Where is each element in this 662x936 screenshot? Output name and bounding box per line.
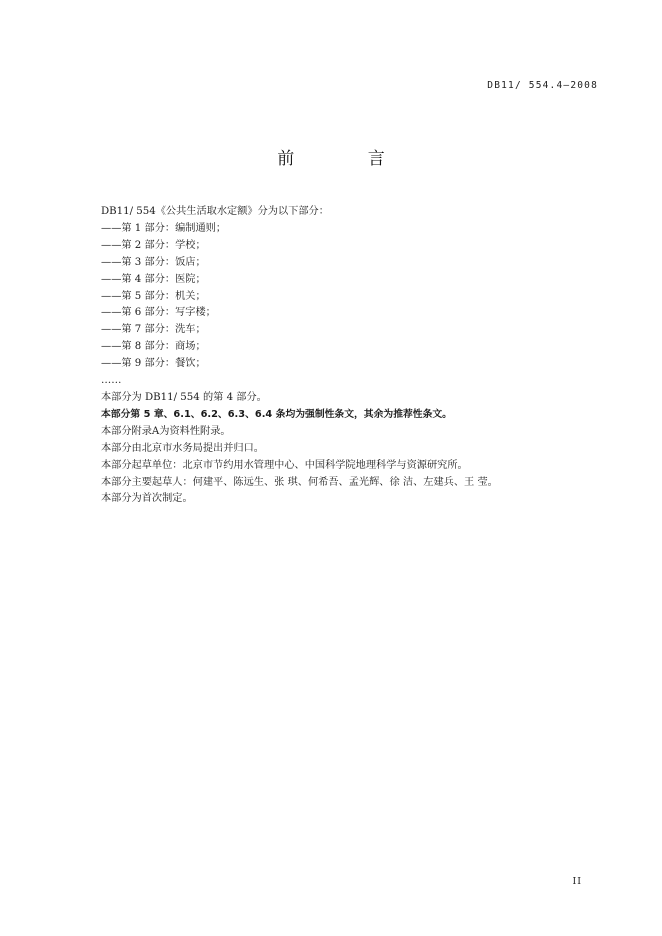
appendix-statement: 本部分附录A为资料性附录。 xyxy=(101,425,231,437)
part-item: ——第 5 部分：机关； xyxy=(101,290,206,302)
part-item: ——第 4 部分：医院； xyxy=(101,273,206,285)
part-item: ——第 2 部分：学校； xyxy=(101,239,206,251)
page-number: II xyxy=(572,876,582,887)
ellipsis: …… xyxy=(101,375,122,387)
part-item: ——第 7 部分：洗车； xyxy=(101,324,206,336)
page-title: 前 言 xyxy=(277,149,419,169)
part-item: ——第 6 部分：写字楼； xyxy=(101,307,216,319)
part-item: ——第 1 部分：编制通则； xyxy=(101,222,227,234)
foreword-body xyxy=(101,204,601,508)
drafting-units: 本部分起草单位：北京市节约用水管理中心、中国科学院地理科学与资源研究所。 xyxy=(101,459,468,471)
part-statement: 本部分为 DB11/ 554 的第 4 部分。 xyxy=(101,391,267,403)
part-item: ——第 3 部分：饭店； xyxy=(101,256,206,268)
part-item: ——第 8 部分：商场； xyxy=(101,341,206,353)
part-item: ——第 9 部分：餐饮； xyxy=(101,358,206,370)
standard-code: DB11/ 554.4—2008 xyxy=(487,80,598,91)
intro-line: DB11/ 554《公共生活取水定额》分为以下部分： xyxy=(101,206,329,217)
mandatory-clause-statement: 本部分第 5 章、6.1、6.2、6.3、6.4 条均为强制性条文，其余为推荐性条文。 xyxy=(101,408,452,420)
proposer-statement: 本部分由北京市水务局提出并归口。 xyxy=(101,442,264,454)
drafters: 本部分主要起草人：何建平、陈远生、张 琪、何希吾、孟光辉、徐 洁、左建兵、王 莹。 xyxy=(101,476,498,488)
first-edition-statement: 本部分为首次制定。 xyxy=(101,493,193,505)
